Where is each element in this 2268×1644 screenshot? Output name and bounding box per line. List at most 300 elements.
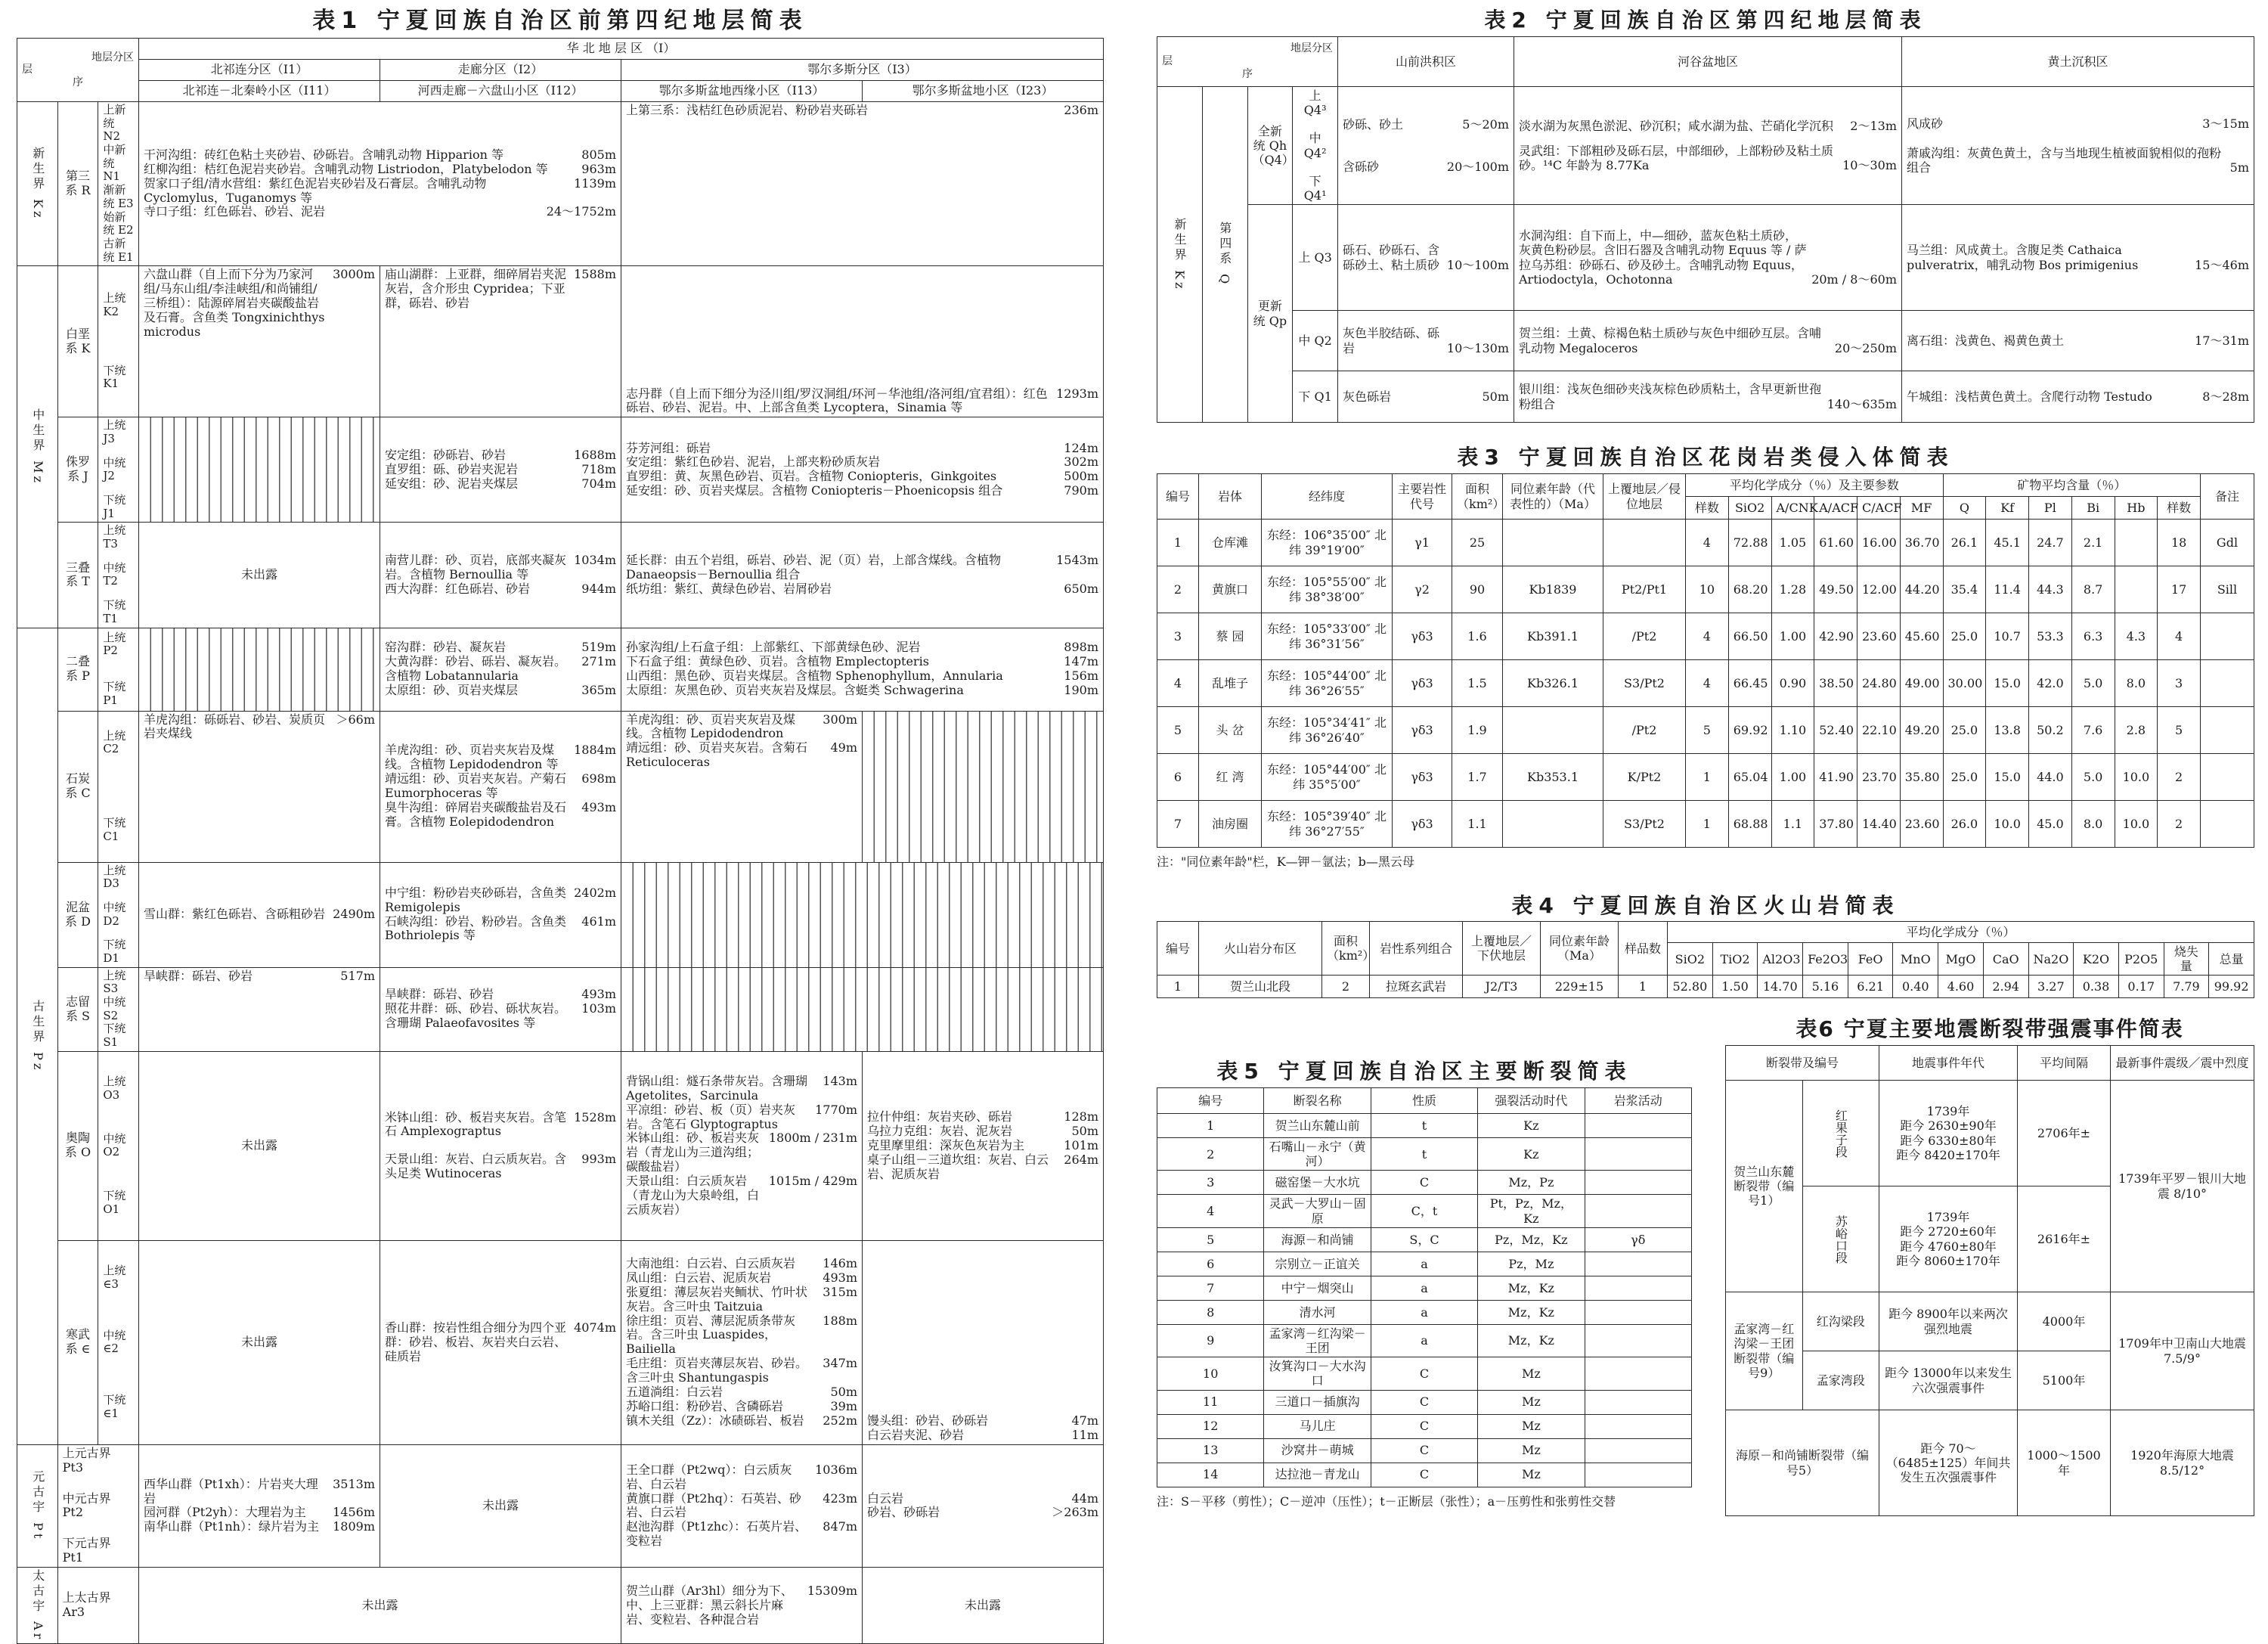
t4-samples: 1 <box>1619 976 1668 998</box>
table-row <box>1157 1171 1692 1195</box>
t3-no: 1 <box>1157 520 1199 566</box>
tertiary-west-cell <box>139 102 621 266</box>
t5-cell: γδ <box>1585 1227 1691 1252</box>
system-silurian: 志留系 S <box>57 967 98 1051</box>
table-row <box>1157 1463 1692 1487</box>
t5-cell: Mz，Kz <box>1478 1276 1585 1300</box>
table-row <box>1157 1438 1692 1463</box>
t4-h-dist: 火山岩分布区 <box>1199 922 1322 976</box>
t4-h-chem-col: 烧失量 <box>2164 943 2209 976</box>
t5-cell <box>1585 1324 1691 1357</box>
table-row <box>1157 1357 1692 1390</box>
t3-age: Kb326.1 <box>1503 660 1603 707</box>
t5-header: 编号 <box>1157 1088 1264 1114</box>
t3-chem-value: 66.50 <box>1728 613 1771 660</box>
carboniferous-corridor-cell <box>380 711 621 862</box>
t5-cell: Mz <box>1478 1357 1585 1390</box>
table5 <box>1157 1087 1692 1487</box>
series-archean: 上太古界 Ar3 <box>57 1568 138 1644</box>
t3-chem-value: 49.20 <box>1900 707 1943 754</box>
table1 <box>17 38 1104 1644</box>
t5-cell <box>1585 1357 1691 1390</box>
t3-chem-value: 1.00 <box>1771 613 1814 660</box>
t3-mineral-value <box>2115 520 2158 566</box>
table2-col-loess: 黄土沉积区 <box>1902 37 2254 87</box>
t5-cell: Mz，Kz <box>1478 1300 1585 1324</box>
t3-remark <box>2201 801 2254 848</box>
strata-entry: 石峡沟组：砂岩、粉砂岩。含鱼类 Bothriolepis 等 461m <box>385 914 616 943</box>
t3-code: γδ3 <box>1393 754 1452 801</box>
t3-no: 2 <box>1157 566 1199 613</box>
strata-entry: 红柳沟组：桔红色泥岩夹砂岩。含哺乳动物 Listriodon，Platybelodon 等 963m <box>144 161 616 176</box>
strata-entry: 旱峡群：砾岩、砂岩 493m <box>385 987 616 1002</box>
t3-chem-value: 4 <box>1686 613 1729 660</box>
t4-area: 2 <box>1322 976 1370 998</box>
system-jurassic: 侏罗系 J <box>57 417 98 523</box>
carboniferous-west-cell <box>139 711 380 862</box>
table1-subarea-1: 北祁连－北秦岭小区（Ⅰ11） <box>139 81 380 102</box>
t4-chem-value: 52.80 <box>1668 976 1713 998</box>
t3-chem-value: 14.40 <box>1857 801 1901 848</box>
table1-subarea-3a: 鄂尔多斯盆地西缘小区（Ⅰ13） <box>621 81 863 102</box>
t3-remark <box>2201 707 2254 754</box>
t3-chem-value: 66.45 <box>1728 660 1771 707</box>
table-row <box>1157 1276 1692 1300</box>
strata-entry: 贺兰山群（Ar3hl）细分为下、中、上三亚群：黑云斜长片麻岩、变粒岩、各种混合岩 15309m <box>626 1583 857 1627</box>
t3-chem-value: 4 <box>1686 520 1729 566</box>
table-row <box>1157 1414 1692 1438</box>
carboniferous-basin-gap <box>863 711 1104 862</box>
t3-age <box>1503 520 1603 566</box>
t5-cell: C <box>1371 1414 1477 1438</box>
t4-h-chem: 平均化学成分（％） <box>1668 922 2254 943</box>
silurian-west-cell <box>139 967 380 1051</box>
table2-cell: 离石组：浅黄色、褐黄色黄土 17～31m <box>1902 311 2254 371</box>
t3-mineral-value: 45.0 <box>2029 801 2072 848</box>
strata-entry: 太原组：砂、页岩夹煤层 365m <box>385 682 616 697</box>
t3-chem-value: 10 <box>1686 566 1729 613</box>
strata-entry: 芬芳河组：砾岩 124m <box>626 440 1098 455</box>
table3-note: 注："同位素年龄"栏，K—钾－氩法；b—黑云母 <box>1157 855 1414 869</box>
t3-mineral-value: 26.1 <box>1943 520 1986 566</box>
t4-h-chem-col: K2O <box>2074 943 2119 976</box>
devonian-west-cell <box>139 862 380 967</box>
strata-entry: 直罗组：黄、灰黑色砂岩、页岩。含植物 Coniopteris，Ginkgoites 500m <box>626 469 1098 484</box>
t5-cell: Mz，Pz <box>1478 1171 1585 1195</box>
strata-entry: 毛庄组：页岩夹薄层灰岩、砂岩。含三叶虫 Shantungaspis 347m <box>626 1356 857 1385</box>
permian-east-cell <box>621 628 1104 711</box>
strata-entry: 下石盒子组：黄绿色砂、页岩。含植物 Emplectopteris 147m <box>626 654 1098 669</box>
t3-mineral-value: 18 <box>2158 520 2201 566</box>
t5-cell <box>1585 1390 1691 1414</box>
t6-events: 1739年 距今 2630±90年 距今 6330±80年 距今 8420±170年 <box>1879 1081 2018 1186</box>
strata-entry: 羊虎沟组：砂、页岩夹灰岩及煤线。含植物 Lepidodendron 等 1884m <box>385 743 616 772</box>
t4-h-area: 面积（km²） <box>1322 922 1370 976</box>
strata-entry: 安定组：砂砾岩、砂岩 1688m <box>385 448 616 462</box>
t5-cell: 灵武－大罗山－固原 <box>1264 1195 1371 1227</box>
t5-header: 性质 <box>1371 1088 1477 1114</box>
t4-h-series: 岩性系列组合 <box>1370 922 1463 976</box>
strata-entry: 克里摩里组：深灰色灰岩为主 101m <box>867 1137 1098 1152</box>
table4-title: 表4 宁夏回族自治区火山岩简表 <box>1511 893 1900 918</box>
t3-name: 油房圈 <box>1199 801 1262 848</box>
strata-entry: 志丹群（自上而下细分为泾川组/罗汉洞组/环河－华池组/洛河组/宜君组）：红色砾岩、砂岩、泥岩。中、上部含鱼类 Lycoptera，Sinamia 等 1293m <box>626 386 1098 415</box>
t3-h-code: 主要岩性代号 <box>1393 474 1452 520</box>
t3-chem-value: 1.28 <box>1771 566 1814 613</box>
t5-cell: 6 <box>1157 1252 1264 1276</box>
t3-code: γ1 <box>1393 520 1452 566</box>
strata-entry: 孙家沟组/上石盒子组：上部紫红、下部黄绿色砂、泥岩 898m <box>626 640 1098 655</box>
strata-entry: 上第三系：浅桔红色砂质泥岩、粉砂岩夹砾岩 236m <box>626 103 1098 117</box>
t5-cell: 2 <box>1157 1138 1264 1171</box>
t3-name: 红 湾 <box>1199 754 1262 801</box>
t3-chem-value: 16.00 <box>1857 520 1901 566</box>
strata-entry: 大南池组：白云岩、白云质灰岩 146m <box>626 1256 857 1270</box>
strata-entry: 米钵山组：砂、板岩夹灰岩。含笔石 Amplexograptus 1528m <box>385 1109 616 1139</box>
t3-area: 1.1 <box>1452 801 1503 848</box>
t3-contact: K/Pt2 <box>1603 754 1686 801</box>
t3-mineral-value: 13.8 <box>1986 707 2029 754</box>
t4-chem-value: 5.16 <box>1803 976 1848 998</box>
tertiary-east-cell <box>621 102 1104 266</box>
t3-chem-value: 45.60 <box>1900 613 1943 660</box>
t3-chem-value: 37.80 <box>1814 801 1857 848</box>
t5-cell <box>1585 1414 1691 1438</box>
t3-mineral-value: 5.0 <box>2071 660 2115 707</box>
cambrian-basin-cell <box>863 1240 1104 1444</box>
t3-contact <box>1603 520 1686 566</box>
table3-title: 表3 宁夏回族自治区花岗岩类侵入体简表 <box>1457 445 1954 470</box>
t6-interval: 2616年± <box>2018 1186 2111 1292</box>
t5-cell: C <box>1371 1463 1477 1487</box>
t5-cell: Pt，Pz，Mz，Kz <box>1478 1195 1585 1227</box>
strata-entry: 照花井群：砾、砂岩、砾状灰岩。含珊瑚 Palaeofavosites 等 103m <box>385 1001 616 1031</box>
t6-events: 1739年 距今 2720±60年 距今 4760±80年 距今 8060±170年 <box>1879 1186 2018 1292</box>
triassic-east-cell <box>621 523 1104 628</box>
system-permian: 二叠系 P <box>57 628 98 711</box>
table5-note: 注：S－平移（剪性）；C－逆冲（压性）；t－正断层（张性）；a－压剪性和张剪性交替 <box>1157 1494 1616 1509</box>
table2-col-valley: 河谷盆地区 <box>1514 37 1902 87</box>
t3-chem-value: 65.04 <box>1728 754 1771 801</box>
table2-cell: 银川组：浅灰色细砂夹浅灰棕色砂质粘土，含早更新世孢粉组合 140～635m <box>1514 371 1902 423</box>
proterozoic-west-cell <box>139 1444 380 1567</box>
t3-mineral-value: 3 <box>2158 660 2201 707</box>
t4-h-chem-col: MgO <box>1938 943 1984 976</box>
table2-holocene-subs: 上 Q4³ 中 Q4² 下 Q4¹ <box>1293 87 1338 205</box>
strata-entry: 赵池沟群（Pt1zhc）：石英片岩、变粒岩 847m <box>626 1519 857 1549</box>
t5-cell: a <box>1371 1276 1477 1300</box>
jurassic-east-cell <box>621 417 1104 523</box>
table2-cell: 砂砾、砂土 5～20m 含砾砂 20～100m <box>1338 87 1514 205</box>
t3-mineral-value: 45.1 <box>1986 520 2029 566</box>
series-tertiary: 上新统 N2 中新统 N1 渐新统 E3 始新统 E2 古新统 E1 <box>98 102 139 266</box>
table1-corner: 地层分区 层 序 <box>17 39 139 102</box>
ordovician-basin-cell <box>863 1051 1104 1240</box>
t3-h-min-col: Kf <box>1986 497 2029 520</box>
strata-entry: 寺口子组：红色砾岩、砂岩、泥岩 24～1752m <box>144 204 616 219</box>
table1-title: 表1 宁夏回族自治区前第四纪地层简表 <box>312 8 808 34</box>
t3-mineral-value: 10.0 <box>2115 754 2158 801</box>
t3-chem-value: 61.60 <box>1814 520 1857 566</box>
t3-age <box>1503 801 1603 848</box>
strata-entry: 臭牛沟组：碎屑岩夹碳酸盐岩及石膏。含植物 Eolepidodendron 493m <box>385 799 616 829</box>
t5-cell: a <box>1371 1324 1477 1357</box>
t3-area: 1.6 <box>1452 613 1503 660</box>
t6-segment: 孟家湾段 <box>1802 1351 1879 1410</box>
table2-sub-lower: 下 Q1 <box>1293 371 1338 423</box>
t3-chem-value: 52.40 <box>1814 707 1857 754</box>
t6-h-zone: 断裂带及编号 <box>1726 1046 1879 1081</box>
strata-entry: 徐庄组：页岩、薄层泥质条带灰岩。含三叶虫 Luaspides，Bailiella 188m <box>626 1313 857 1357</box>
t3-mineral-value: 5 <box>2158 707 2201 754</box>
t5-cell: S，C <box>1371 1227 1477 1252</box>
table2-system: 第四系 Q <box>1202 87 1247 423</box>
t4-h-chem-col: 总量 <box>2209 943 2254 976</box>
t3-mineral-value: 25.0 <box>1943 613 1986 660</box>
triassic-west-absent: 未出露 <box>139 523 380 628</box>
table1-subarea-3b: 鄂尔多斯盆地小区（Ⅰ23） <box>863 81 1104 102</box>
t4-h-chem-col: CaO <box>1983 943 2028 976</box>
t3-mineral-value: 4 <box>2158 613 2201 660</box>
t5-cell: C，t <box>1371 1195 1477 1227</box>
t3-no: 6 <box>1157 754 1199 801</box>
table1-subregion-3: 鄂尔多斯分区（Ⅰ3） <box>621 60 1104 81</box>
cretaceous-east-cell <box>621 266 1104 417</box>
t3-coord: 东经：105°44′00″ 北纬 35°5′00″ <box>1262 754 1393 801</box>
table-row <box>1157 1390 1692 1414</box>
table3-panel <box>1157 442 2254 895</box>
t5-cell: 马儿庄 <box>1264 1414 1371 1438</box>
table4-panel <box>1157 891 2254 994</box>
cretaceous-corridor-cell <box>380 266 621 417</box>
t6-h-latest: 最新事件震级／震中烈度 <box>2111 1046 2254 1081</box>
strata-entry: 西大沟群：红色砾岩、砂岩 944m <box>385 581 616 596</box>
t3-h-min-col: Q <box>1943 497 1986 520</box>
t3-chem-value: 35.80 <box>1900 754 1943 801</box>
t4-h-chem-col: MnO <box>1893 943 1938 976</box>
t3-chem-value: 4 <box>1686 660 1729 707</box>
t5-cell: Mz <box>1478 1414 1585 1438</box>
t5-cell: 海源－和尚铺 <box>1264 1227 1371 1252</box>
t3-mineral-value: 50.2 <box>2029 707 2072 754</box>
t3-mineral-value: 8.0 <box>2071 801 2115 848</box>
t3-mineral-value: 11.4 <box>1986 566 2029 613</box>
t3-coord: 东经：105°33′00″ 北纬 36°31′56″ <box>1262 613 1393 660</box>
t3-age <box>1503 707 1603 754</box>
t6-zone: 贺兰山东麓断裂带（编号1） <box>1726 1081 1803 1292</box>
table6-title: 表6 宁夏主要地震断裂带强震事件简表 <box>1796 1016 2184 1041</box>
permian-corridor-cell <box>380 628 621 711</box>
t5-cell: 5 <box>1157 1227 1264 1252</box>
t3-remark <box>2201 754 2254 801</box>
t6-h-interval: 平均间隔 <box>2018 1046 2111 1081</box>
t4-contact: J2/T3 <box>1463 976 1541 998</box>
t3-chem-value: 44.20 <box>1900 566 1943 613</box>
table2-cell: 水洞沟组：自下而上，中—细砂，蓝灰色粘土质砂，灰黄色粉砂层。含旧石器及含哺乳动物 Equus 等 / 萨拉乌苏组：砂砾石、砂及砂土。含哺乳动物 Equus，Artiodoctyla，Ochotonna 20m / 8～60m <box>1514 205 1902 311</box>
t3-mineral-value: 35.4 <box>1943 566 1986 613</box>
series-cambrian: 上统 ∈3 中统 ∈2 下统 ∈1 <box>98 1240 139 1444</box>
t6-zone: 海原－和尚铺断裂带（编号5） <box>1726 1410 1879 1516</box>
series-devonian: 上统 D3 中统 D2 下统 D1 <box>98 862 139 967</box>
t3-remark: Gdl <box>2201 520 2254 566</box>
table2-cell: 风成砂 3～15m 萧戚沟组：灰黄色黄土，含与当地现生植被面貌相似的孢粉组合 5m <box>1902 87 2254 205</box>
strata-entry: 旱峡群：砾岩、砂岩 517m <box>144 968 375 983</box>
t3-chem-value: 1 <box>1686 754 1729 801</box>
t3-coord: 东经：105°39′40″ 北纬 36°27′55″ <box>1262 801 1393 848</box>
silurian-corridor-cell <box>380 967 621 1051</box>
t4-h-chem-col: FeO <box>1848 943 1893 976</box>
t5-cell <box>1585 1438 1691 1463</box>
t4-chem-value: 0.17 <box>2118 976 2164 998</box>
strata-entry: 天景山组：灰岩、白云质灰岩。含头足类 Wutinoceras 993m <box>385 1152 616 1181</box>
table2-sub-upper: 上 Q3 <box>1293 205 1338 311</box>
t5-cell: 1 <box>1157 1114 1264 1138</box>
t5-cell <box>1585 1171 1691 1195</box>
triassic-corridor-cell <box>380 523 621 628</box>
t3-code: γδ3 <box>1393 660 1452 707</box>
t4-h-chem-col: SiO2 <box>1668 943 1713 976</box>
t3-age: Kb1839 <box>1503 566 1603 613</box>
system-triassic: 三叠系 T <box>57 523 98 628</box>
table2-title: 表2 宁夏回族自治区第四纪地层简表 <box>1484 8 1927 33</box>
t3-chem-value: 5 <box>1686 707 1729 754</box>
t5-cell: Kz <box>1478 1114 1585 1138</box>
t5-cell: C <box>1371 1390 1477 1414</box>
table2-sub-middle: 中 Q2 <box>1293 311 1338 371</box>
t3-h-min-col: Bi <box>2071 497 2115 520</box>
t5-cell: 清水河 <box>1264 1300 1371 1324</box>
t5-cell: 3 <box>1157 1171 1264 1195</box>
table-row <box>1157 707 2254 754</box>
silurian-east-gap <box>621 967 1104 1051</box>
table1-panel <box>17 5 1104 1642</box>
strata-entry: 南营儿群：砂、页岩，底部夹凝灰岩。含植物 Bernoullia 等 1034m <box>385 553 616 582</box>
t3-h-remark: 备注 <box>2201 474 2254 520</box>
table2-era: 新生界 Kz <box>1157 87 1203 423</box>
t6-interval: 5100年 <box>2018 1351 2111 1410</box>
t5-cell: 12 <box>1157 1414 1264 1438</box>
t3-chem-value: 1.10 <box>1771 707 1814 754</box>
t3-mineral-value: 2.8 <box>2115 707 2158 754</box>
t4-chem-value: 2.94 <box>1983 976 2028 998</box>
strata-entry: 太原组：灰黑色砂、页岩夹灰岩及煤层。含蜓类 Schwagerina 190m <box>626 682 1098 697</box>
t3-code: γ2 <box>1393 566 1452 613</box>
t3-chem-value: 0.90 <box>1771 660 1814 707</box>
t3-contact: S3/Pt2 <box>1603 801 1686 848</box>
strata-entry: 天景山组：白云质灰岩（青龙山为大泉岭组，白云质灰岩） 1015m / 429m <box>626 1174 857 1217</box>
t3-mineral-value: 2.1 <box>2071 520 2115 566</box>
strata-entry: 白云岩夹泥、砂岩 11m <box>867 1427 1098 1442</box>
cambrian-west-absent: 未出露 <box>139 1240 380 1444</box>
t5-cell <box>1585 1276 1691 1300</box>
t3-chem-value: 24.80 <box>1857 660 1901 707</box>
t3-coord: 东经：105°34′41″ 北纬 36°26′40″ <box>1262 707 1393 754</box>
t3-no: 5 <box>1157 707 1199 754</box>
era-paleozoic: 古生界 Pz <box>17 628 58 1444</box>
t4-chem-value: 14.70 <box>1758 976 1803 998</box>
t3-code: γδ3 <box>1393 801 1452 848</box>
t3-mineral-value: 8.0 <box>2115 660 2158 707</box>
t5-cell: 达拉池－青龙山 <box>1264 1463 1371 1487</box>
strata-entry: 乌拉力克组：灰岩、泥灰岩 50m <box>867 1123 1098 1138</box>
t4-chem-value: 0.38 <box>2074 976 2119 998</box>
ordovician-east-cell <box>621 1051 863 1240</box>
ordovician-west-absent: 未出露 <box>139 1051 380 1240</box>
series-jurassic: 上统 J3 中统 J2 下统 J1 <box>98 417 139 523</box>
t3-chem-value: 23.60 <box>1857 613 1901 660</box>
t4-h-chem-col: Na2O <box>2028 943 2074 976</box>
t3-mineral-value: 7.6 <box>2071 707 2115 754</box>
cambrian-east-cell <box>621 1240 863 1444</box>
table2-cell: 马兰组：风成黄土。含腹足类 Cathaica pulveratrix，哺乳动物 Bos primigenius 15～46m <box>1902 205 2254 311</box>
era-cenozoic: 新生界 Kz <box>17 102 58 266</box>
strata-entry: 南华山群（Pt1nh）：绿片岩为主 1809m <box>144 1519 375 1534</box>
t3-h-chem-col: A/ACF <box>1814 497 1857 520</box>
strata-entry: 砂岩、砂砾岩 ＞263m <box>867 1505 1098 1520</box>
t5-cell: 三道口－插旗沟 <box>1264 1390 1371 1414</box>
table-row <box>1157 1300 1692 1324</box>
t3-mineral-value: 10.7 <box>1986 613 2029 660</box>
t5-cell <box>1585 1463 1691 1487</box>
t3-h-age: 同位素年龄（代表性的）（Ma） <box>1503 474 1603 520</box>
t3-no: 7 <box>1157 801 1199 848</box>
t3-h-area: 面积（km²） <box>1452 474 1503 520</box>
strata-entry: 山西组：黑色砂、页岩夹煤层。含植物 Sphenophyllum，Annularia 156m <box>626 668 1098 683</box>
t3-chem-value: 1.1 <box>1771 801 1814 848</box>
t3-area: 90 <box>1452 566 1503 613</box>
t5-cell: 9 <box>1157 1324 1264 1357</box>
t3-h-chem-col: C/ACF <box>1857 497 1901 520</box>
t5-cell: 孟家湾－红沟梁－王团 <box>1264 1324 1371 1357</box>
series-silurian: 上统 S3 中统 S2 下统 S1 <box>98 967 139 1051</box>
t6-latest: 1920年海原大地震 8.5/12° <box>2111 1410 2254 1516</box>
t3-contact: /Pt2 <box>1603 707 1686 754</box>
t5-cell: a <box>1371 1252 1477 1276</box>
t3-mineral-value: 26.0 <box>1943 801 1986 848</box>
table2-holocene: 全新统 Qh（Q4） <box>1247 87 1293 205</box>
strata-entry: 中宁组：粉砂岩夹砂砾岩，含鱼类 Remigolepis 2402m <box>385 885 616 914</box>
t3-chem-value: 68.88 <box>1728 801 1771 848</box>
table-row <box>1157 1114 1692 1138</box>
t3-name: 仓库滩 <box>1199 520 1262 566</box>
table5-title: 表5 宁夏回族自治区主要断裂简表 <box>1216 1059 1632 1084</box>
t3-mineral-value: 44.0 <box>2029 754 2072 801</box>
t5-cell: C <box>1371 1171 1477 1195</box>
t5-cell: 13 <box>1157 1438 1264 1463</box>
t3-h-chem-col: 样数 <box>1686 497 1729 520</box>
strata-entry: 安定组：紫红色砂岩、泥岩，上部夹粉砂质灰岩 302m <box>626 454 1098 470</box>
t3-mineral-value: 2 <box>2158 754 2201 801</box>
archean-east-cell <box>621 1568 863 1644</box>
ordovician-corridor-cell <box>380 1051 621 1240</box>
system-cambrian: 寒武系 ∈ <box>57 1240 98 1444</box>
table-row <box>1157 1138 1692 1171</box>
t3-mineral-value: 4.3 <box>2115 613 2158 660</box>
t3-mineral-value: 15.0 <box>1986 660 2029 707</box>
t6-interval: 2706年± <box>2018 1081 2111 1186</box>
t3-mineral-value: 44.3 <box>2029 566 2072 613</box>
t5-cell: Mz，Kz <box>1478 1324 1585 1357</box>
t4-chem-value: 6.21 <box>1848 976 1893 998</box>
table-row <box>1157 1227 1692 1252</box>
cambrian-corridor-cell <box>380 1240 621 1444</box>
t3-mineral-value: 15.0 <box>1986 754 2029 801</box>
t3-age: Kb353.1 <box>1503 754 1603 801</box>
strata-entry: 延安组：砂、页岩夹煤层。含植物 Coniopteris－Phoenicopsis 组合 790m <box>626 483 1098 498</box>
t3-name: 头 岔 <box>1199 707 1262 754</box>
strata-entry: 白云岩 44m <box>867 1490 1098 1506</box>
t3-age: Kb391.1 <box>1503 613 1603 660</box>
